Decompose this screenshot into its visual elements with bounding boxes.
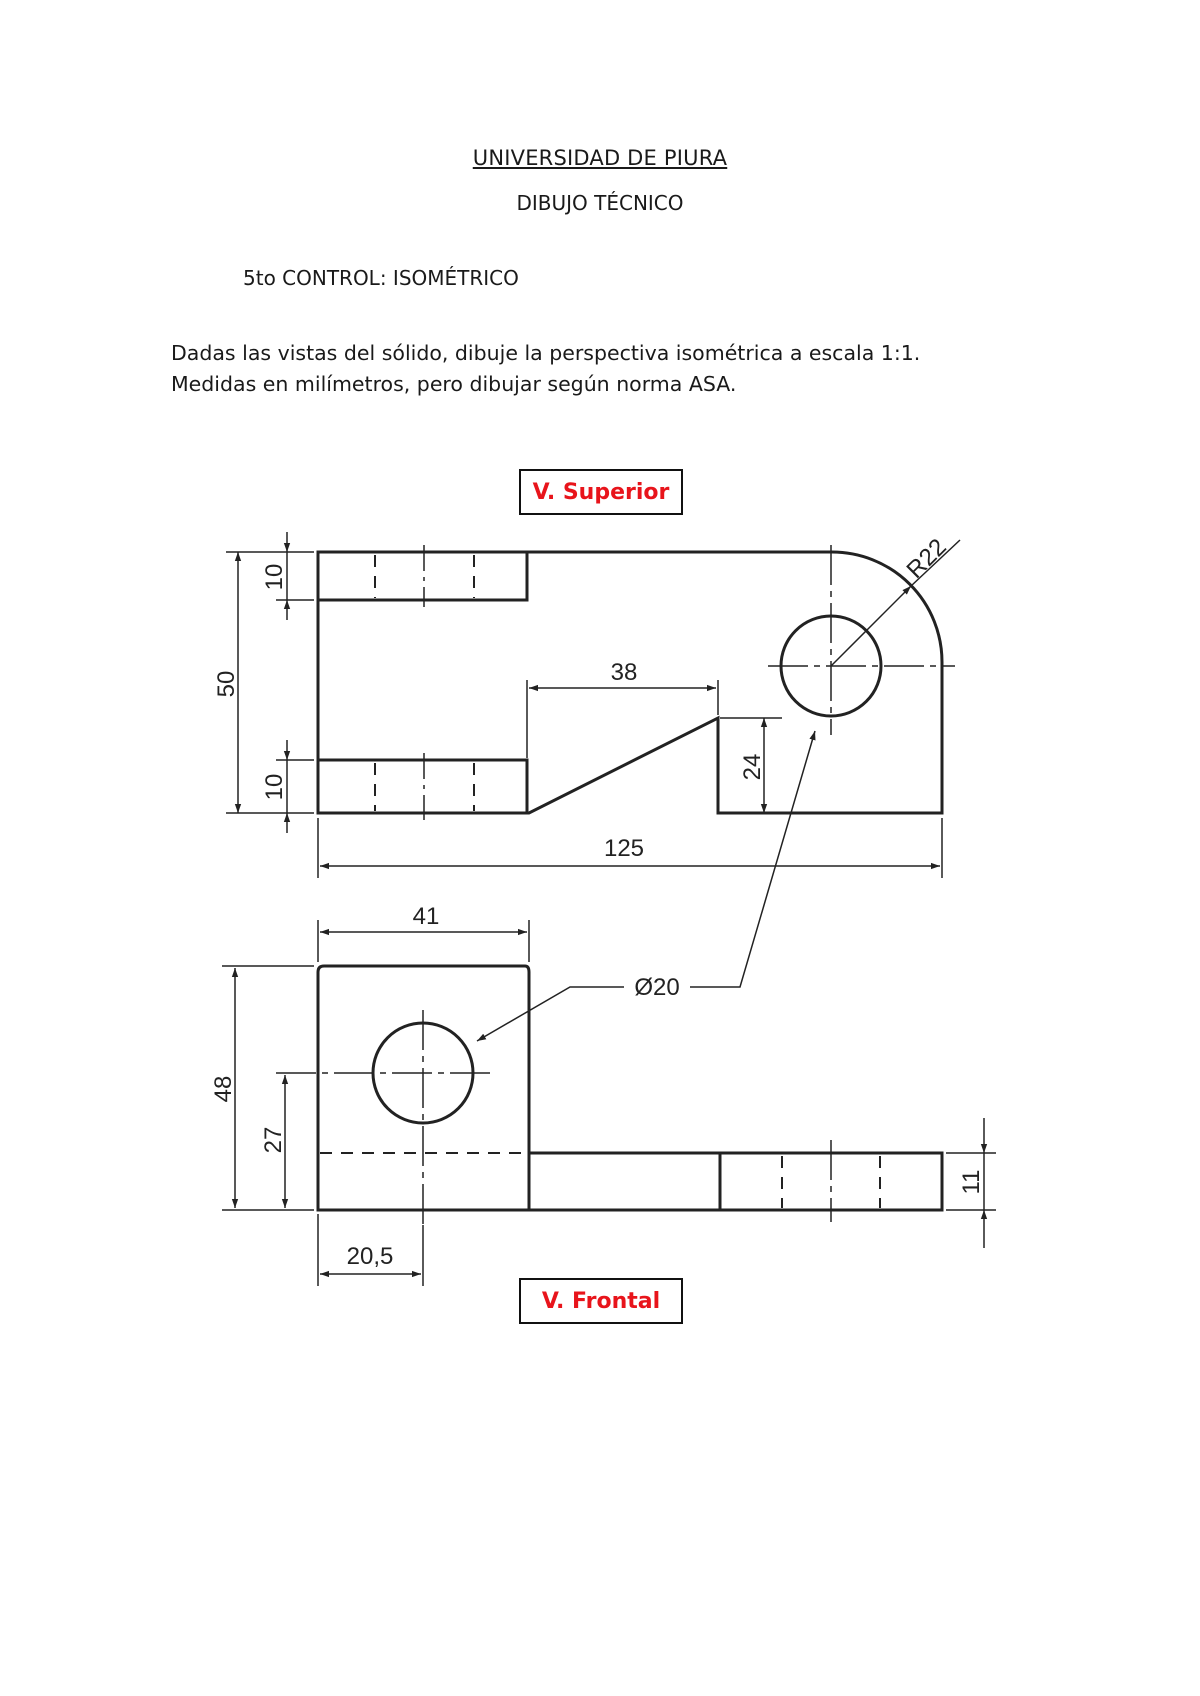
front-view-body (318, 966, 942, 1210)
front-view-dimension-text (210, 903, 985, 1270)
instructions-line-1: Dadas las vistas del sólido, dibuje la perspectiva isométrica a escala 1:1. (171, 341, 921, 365)
subject-title: DIBUJO TÉCNICO (516, 191, 684, 215)
dim-base-thickness: 11 (958, 1169, 985, 1195)
dim-top-tab-lower: 10 (261, 773, 288, 801)
dim-radius: R22 (901, 533, 952, 584)
top-upper-tab (318, 552, 527, 600)
dim-top-tab-upper: 10 (261, 563, 288, 591)
dim-slot-width: 38 (610, 659, 638, 686)
front-view (276, 966, 942, 1225)
front-hidden-lines (320, 1153, 880, 1208)
top-view-label: V. Superior (519, 469, 683, 515)
front-center-lines (276, 1010, 831, 1225)
dim-slot-depth: 24 (739, 753, 766, 781)
instructions-line-2: Medidas en milímetros, pero dibujar según norma ASA. (171, 372, 737, 396)
dim-top-height: 50 (213, 670, 240, 698)
dim-front-block-width: 41 (412, 903, 440, 930)
front-view-label: V. Frontal (519, 1278, 683, 1324)
dim-total-length: 125 (603, 835, 645, 862)
dim-front-height: 48 (210, 1075, 237, 1103)
control-title: 5to CONTROL: ISOMÉTRICO (243, 266, 519, 290)
university-title: UNIVERSIDAD DE PIURA (472, 146, 728, 170)
top-view-dimensions (226, 532, 960, 878)
dim-hole-center-x: 20,5 (346, 1243, 394, 1270)
top-lower-tab (318, 760, 527, 813)
dim-hole-diameter: Ø20 (634, 974, 680, 1001)
dim-hole-center-height: 27 (260, 1126, 287, 1154)
